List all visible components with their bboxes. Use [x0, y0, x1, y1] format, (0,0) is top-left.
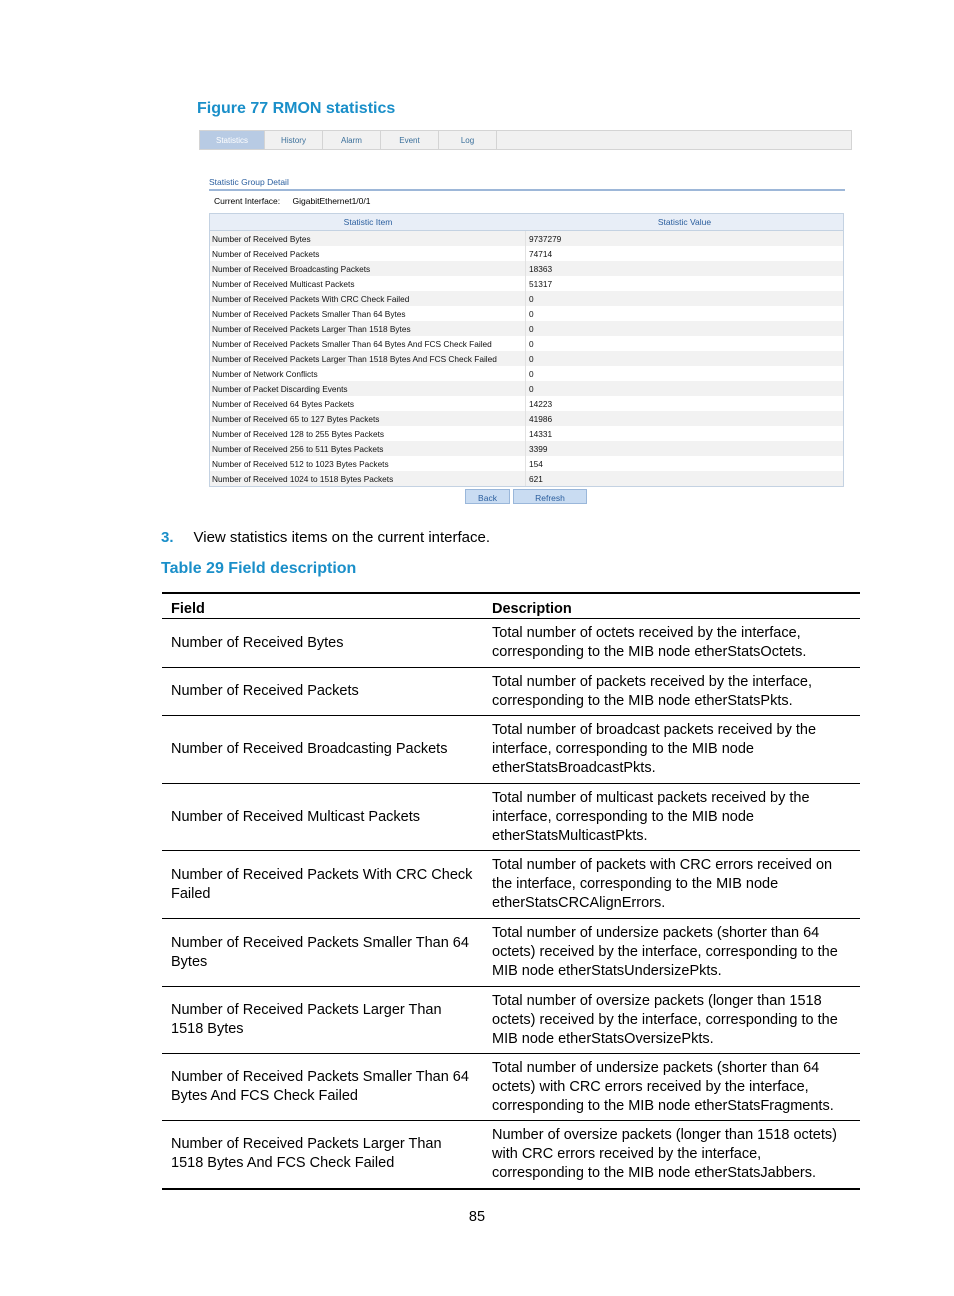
table-caption: Table 29 Field description	[161, 560, 357, 577]
statistic-value: 0	[529, 369, 534, 379]
tab-history[interactable]: History	[265, 131, 323, 149]
statistic-item: Number of Received Bytes	[210, 231, 526, 246]
statistic-value: 0	[529, 339, 534, 349]
statistic-value: 154	[529, 459, 543, 469]
step-text: View statistics items on the current interface.	[193, 529, 491, 546]
statistic-value: 18363	[529, 264, 553, 274]
statistic-item: Number of Received 64 Bytes Packets	[210, 396, 526, 411]
table-row	[162, 784, 860, 851]
tab-alarm[interactable]: Alarm	[323, 131, 381, 149]
statistic-value: 74714	[529, 249, 553, 259]
description-cell: Total number of octets received by the interface, corresponding to the MIB node etherStatsOctets.	[483, 619, 860, 668]
step-number: 3.	[161, 529, 174, 546]
header-statistic-item: Statistic Item	[343, 217, 393, 227]
statistic-item: Number of Received Multicast Packets	[210, 276, 526, 291]
statistic-value: 0	[529, 384, 534, 394]
statistic-value: 3399	[529, 444, 548, 454]
statistic-item: Number of Received Packets Larger Than 1518 Bytes And FCS Check Failed	[210, 351, 526, 366]
current-interface-value: GigabitEthernet1/0/1	[292, 196, 371, 206]
table-row	[210, 351, 843, 366]
field-cell: Number of Received Packets Larger Than 1518 Bytes And FCS Check Failed	[162, 1121, 483, 1189]
step-item	[161, 529, 490, 546]
table-row	[162, 987, 860, 1054]
statistic-item: Number of Received Packets Larger Than 1518 Bytes	[210, 321, 526, 336]
statistics-table-header	[210, 214, 843, 231]
table-row	[162, 1121, 860, 1189]
statistic-item: Number of Received 128 to 255 Bytes Packets	[210, 426, 526, 441]
statistic-value: 14331	[529, 429, 553, 439]
statistic-item: Number of Received 512 to 1023 Bytes Packets	[210, 456, 526, 471]
statistic-item: Number of Packet Discarding Events	[210, 381, 526, 396]
statistic-value: 9737279	[529, 234, 562, 244]
tab-bar	[199, 130, 852, 150]
statistic-item: Number of Received Packets Smaller Than 64 Bytes	[210, 306, 526, 321]
description-cell: Total number of undersize packets (shorter than 64 octets) received by the interface, corresponding to the MIB node etherStatsUndersizePkts.	[483, 919, 860, 987]
tab-statistics[interactable]: Statistics	[200, 131, 265, 149]
tab-log[interactable]: Log	[439, 131, 497, 149]
statistic-value: 14223	[529, 399, 553, 409]
table-row	[162, 919, 860, 987]
statistic-item: Number of Received Packets	[210, 246, 526, 261]
statistic-item: Number of Received 65 to 127 Bytes Packets	[210, 411, 526, 426]
statistic-value: 51317	[529, 279, 553, 289]
field-description-table	[162, 592, 860, 1190]
statistic-value: 0	[529, 354, 534, 364]
current-interface-label: Current Interface:	[214, 196, 281, 206]
table-row	[210, 411, 843, 426]
table-row	[210, 306, 843, 321]
table-row	[210, 291, 843, 306]
field-cell: Number of Received Packets Smaller Than 64 Bytes And FCS Check Failed	[162, 1054, 483, 1121]
table-row	[162, 668, 860, 716]
figure-caption: Figure 77 RMON statistics	[197, 100, 396, 117]
refresh-button[interactable]: Refresh	[513, 489, 587, 504]
description-cell: Number of oversize packets (longer than 1518 octets) with CRC errors received by the interface, corresponding to the MIB node etherStatsJabbers.	[483, 1121, 860, 1189]
statistic-value: 0	[529, 324, 534, 334]
field-cell: Number of Received Broadcasting Packets	[162, 716, 483, 784]
field-cell: Number of Received Packets	[162, 668, 483, 716]
statistic-value: 41986	[529, 414, 553, 424]
table-row	[210, 456, 843, 471]
statistic-value: 0	[529, 294, 534, 304]
table-row	[210, 321, 843, 336]
table-row	[210, 276, 843, 291]
table-row	[210, 426, 843, 441]
back-button[interactable]: Back	[465, 489, 510, 504]
statistic-value: 621	[529, 474, 543, 484]
header-statistic-value: Statistic Value	[657, 217, 712, 227]
statistic-item: Number of Received Packets With CRC Check Failed	[210, 291, 526, 306]
statistic-item: Number of Network Conflicts	[210, 366, 526, 381]
table-row	[162, 851, 860, 919]
table-row	[162, 716, 860, 784]
field-cell: Number of Received Packets With CRC Check Failed	[162, 851, 483, 919]
description-cell: Total number of broadcast packets received by the interface, corresponding to the MIB node etherStatsBroadcastPkts.	[483, 716, 860, 784]
table-row	[210, 381, 843, 396]
description-cell: Total number of packets received by the interface, corresponding to the MIB node etherStatsPkts.	[483, 668, 860, 716]
table-row	[162, 619, 860, 668]
table-row	[210, 336, 843, 351]
statistic-item: Number of Received Packets Smaller Than 64 Bytes And FCS Check Failed	[210, 336, 526, 351]
field-cell: Number of Received Multicast Packets	[162, 784, 483, 851]
statistics-table	[209, 213, 844, 487]
group-title-divider	[209, 189, 845, 191]
table-row	[210, 471, 843, 486]
field-table-header-row	[162, 593, 860, 619]
description-cell: Total number of multicast packets received by the interface, corresponding to the MIB node etherStatsMulticastPkts.	[483, 784, 860, 851]
table-row	[210, 261, 843, 276]
statistic-item: Number of Received 1024 to 1518 Bytes Packets	[210, 471, 526, 486]
field-cell: Number of Received Packets Smaller Than 64 Bytes	[162, 919, 483, 987]
statistic-item: Number of Received 256 to 511 Bytes Packets	[210, 441, 526, 456]
table-row	[210, 396, 843, 411]
page-number: 85	[468, 1209, 486, 1225]
table-row	[162, 1054, 860, 1121]
statistic-value: 0	[529, 309, 534, 319]
table-row	[210, 366, 843, 381]
tab-event[interactable]: Event	[381, 131, 439, 149]
field-cell: Number of Received Packets Larger Than 1518 Bytes	[162, 987, 483, 1054]
table-row	[210, 246, 843, 261]
description-cell: Total number of oversize packets (longer than 1518 octets) received by the interface, corresponding to the MIB node etherStatsOversizePkts.	[483, 987, 860, 1054]
description-cell: Total number of packets with CRC errors received on the interface, corresponding to the MIB node etherStatsCRCAlignErrors.	[483, 851, 860, 919]
field-cell: Number of Received Bytes	[162, 619, 483, 668]
statistic-item: Number of Received Broadcasting Packets	[210, 261, 526, 276]
description-cell: Total number of undersize packets (shorter than 64 octets) with CRC errors received by the interface, corresponding to the MIB node etherStatsFragments.	[483, 1054, 860, 1121]
header-description: Description	[483, 593, 860, 619]
group-title: Statistic Group Detail	[209, 177, 289, 187]
current-interface	[214, 196, 371, 206]
table-row	[210, 441, 843, 456]
field-table-body	[162, 619, 860, 1189]
header-field: Field	[162, 593, 483, 619]
statistics-table-body	[210, 231, 843, 486]
table-row	[210, 231, 843, 246]
